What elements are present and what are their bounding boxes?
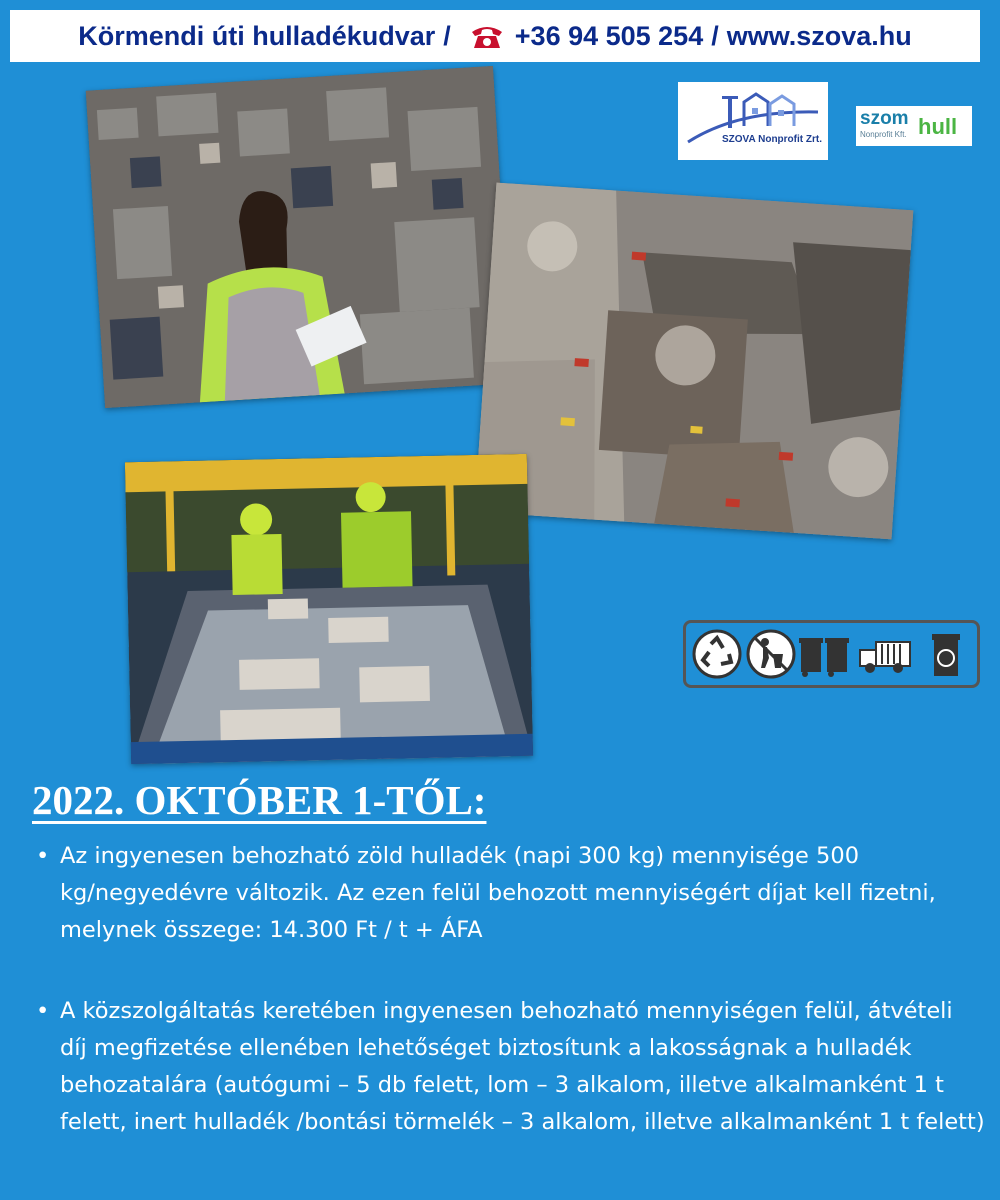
- website-link[interactable]: www.szova.hu: [726, 20, 912, 51]
- phone-number[interactable]: +36 94 505 254: [514, 20, 704, 51]
- recycling-bin-icon: [920, 628, 972, 680]
- aerial-waste-yard-photo: [475, 183, 914, 540]
- header-banner: [10, 10, 980, 62]
- recycle-icon: [691, 628, 743, 680]
- place-name: Körmendi úti hulladékudvar: [78, 20, 436, 51]
- worker-at-recycling-bales-photo: [86, 66, 513, 408]
- bullet-text: A közszolgáltatás keretében ingyenesen behozható mennyiségen felül, átvételi díj megfizetése ellenében lehetőséget biztosítunk a lakosságnak a hulladék behozatalára (autógumi – 5 db felett, lom – 3 alkalom, illetve alkalmanként 1 t felett, inert hulladék /bontási törmelék – 3 alkalom, illetve alkalmanként 1 t felett): [60, 998, 985, 1135]
- sorting-conveyor-photo: [125, 454, 533, 764]
- garbage-truck-icon: [854, 628, 918, 680]
- wheelie-bins-icon: [799, 628, 851, 680]
- separator: /: [443, 20, 451, 51]
- separator: /: [711, 20, 719, 51]
- telephone-icon: [469, 21, 505, 51]
- page-heading: 2022. OKTÓBER 1-TŐL:: [32, 777, 487, 823]
- no-littering-icon: [745, 628, 797, 680]
- bullet-dot: •: [36, 843, 50, 869]
- szova-logo: [678, 82, 828, 160]
- waste-icons-strip: [683, 620, 980, 688]
- bullet-text: Az ingyenesen behozható zöld hulladék (napi 300 kg) mennyisége 500 kg/negyedévre változik. Az ezen felül behozott mennyiségért díjat kell fizetni, melynek összege: 14.300 Ft / t + ÁFA: [60, 843, 936, 943]
- bullet-dot: •: [36, 998, 50, 1024]
- szova-logo-label: SZOVA Nonprofit Zrt.: [722, 134, 822, 145]
- szomhull-logo: szom hull Nonprofit Kft.: [856, 106, 972, 146]
- list-item: [36, 993, 986, 1141]
- list-item: [36, 838, 986, 949]
